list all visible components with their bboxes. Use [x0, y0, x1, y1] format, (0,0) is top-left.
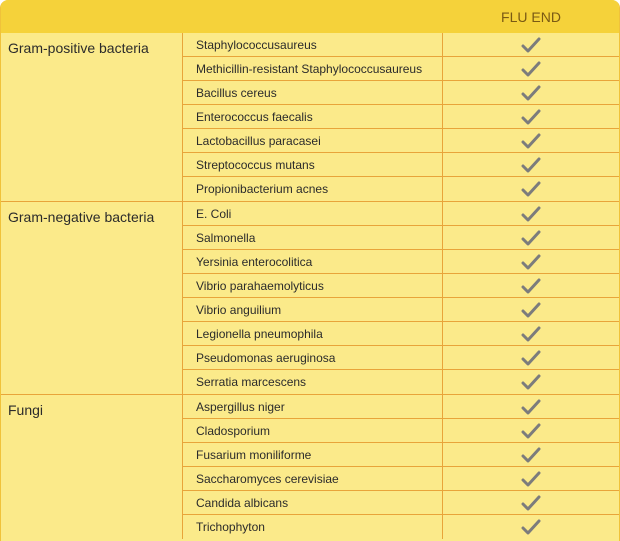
organism-name: Bacillus cereus [183, 81, 443, 104]
check-icon [521, 278, 541, 294]
check-icon [521, 519, 541, 535]
check-icon [521, 447, 541, 463]
table-row [183, 57, 619, 81]
organism-name: Propionibacterium acnes [183, 177, 443, 201]
table-row [183, 274, 619, 298]
table-row [183, 467, 619, 491]
group-label: Gram-negative bacteria [8, 209, 155, 225]
organism-name: Legionella pneumophila [183, 322, 443, 345]
check-icon [521, 157, 541, 173]
check-icon [521, 133, 541, 149]
check-icon [521, 374, 541, 390]
organism-name: Trichophyton [183, 515, 443, 539]
organism-name: Streptococcus mutans [183, 153, 443, 176]
table-row [183, 129, 619, 153]
organism-name: Aspergillus niger [183, 395, 443, 418]
organism-name: Fusarium moniliforme [183, 443, 443, 466]
check-icon [521, 85, 541, 101]
check-icon [521, 109, 541, 125]
table-row [183, 81, 619, 105]
table-row [183, 226, 619, 250]
check-icon [521, 37, 541, 53]
organism-name: Candida albicans [183, 491, 443, 514]
table-row [183, 105, 619, 129]
organism-name: Pseudomonas aeruginosa [183, 346, 443, 369]
organism-name: Serratia marcescens [183, 370, 443, 394]
table-row [183, 153, 619, 177]
group-label: Gram-positive bacteria [8, 40, 149, 56]
table-row [183, 370, 619, 394]
column-title: FLU END [501, 9, 561, 25]
organism-name: Staphylococcusaureus [183, 33, 443, 56]
table-header [1, 0, 619, 33]
group-fungi [1, 395, 619, 539]
check-icon [521, 206, 541, 222]
table-row [183, 250, 619, 274]
check-icon [521, 61, 541, 77]
group-label: Fungi [8, 402, 44, 418]
check-icon [521, 230, 541, 246]
group-gram-negative [1, 202, 619, 395]
check-icon [521, 471, 541, 487]
table-row [183, 515, 619, 539]
table-row [183, 298, 619, 322]
organism-name: Methicillin-resistant Staphylococcusaureus [183, 57, 443, 80]
organism-name: Lactobacillus paracasei [183, 129, 443, 152]
table-row [183, 419, 619, 443]
table-row [183, 177, 619, 201]
table-row [183, 322, 619, 346]
organism-name: E. Coli [183, 202, 443, 225]
organism-name: Saccharomyces cerevisiae [183, 467, 443, 490]
check-icon [521, 350, 541, 366]
table-row [183, 202, 619, 226]
organism-name: Salmonella [183, 226, 443, 249]
check-icon [521, 423, 541, 439]
check-icon [521, 254, 541, 270]
table-row [183, 443, 619, 467]
organism-name: Vibrio anguilium [183, 298, 443, 321]
table-row [183, 491, 619, 515]
check-icon [521, 181, 541, 197]
check-icon [521, 399, 541, 415]
check-icon [521, 495, 541, 511]
check-icon [521, 302, 541, 318]
organism-name: Enterococcus faecalis [183, 105, 443, 128]
table-row [183, 346, 619, 370]
organism-name: Cladosporium [183, 419, 443, 442]
table-row [183, 395, 619, 419]
organism-name: Yersinia enterocolitica [183, 250, 443, 273]
organism-name: Vibrio parahaemolyticus [183, 274, 443, 297]
check-icon [521, 326, 541, 342]
group-gram-positive [1, 33, 619, 202]
table-row [183, 33, 619, 57]
